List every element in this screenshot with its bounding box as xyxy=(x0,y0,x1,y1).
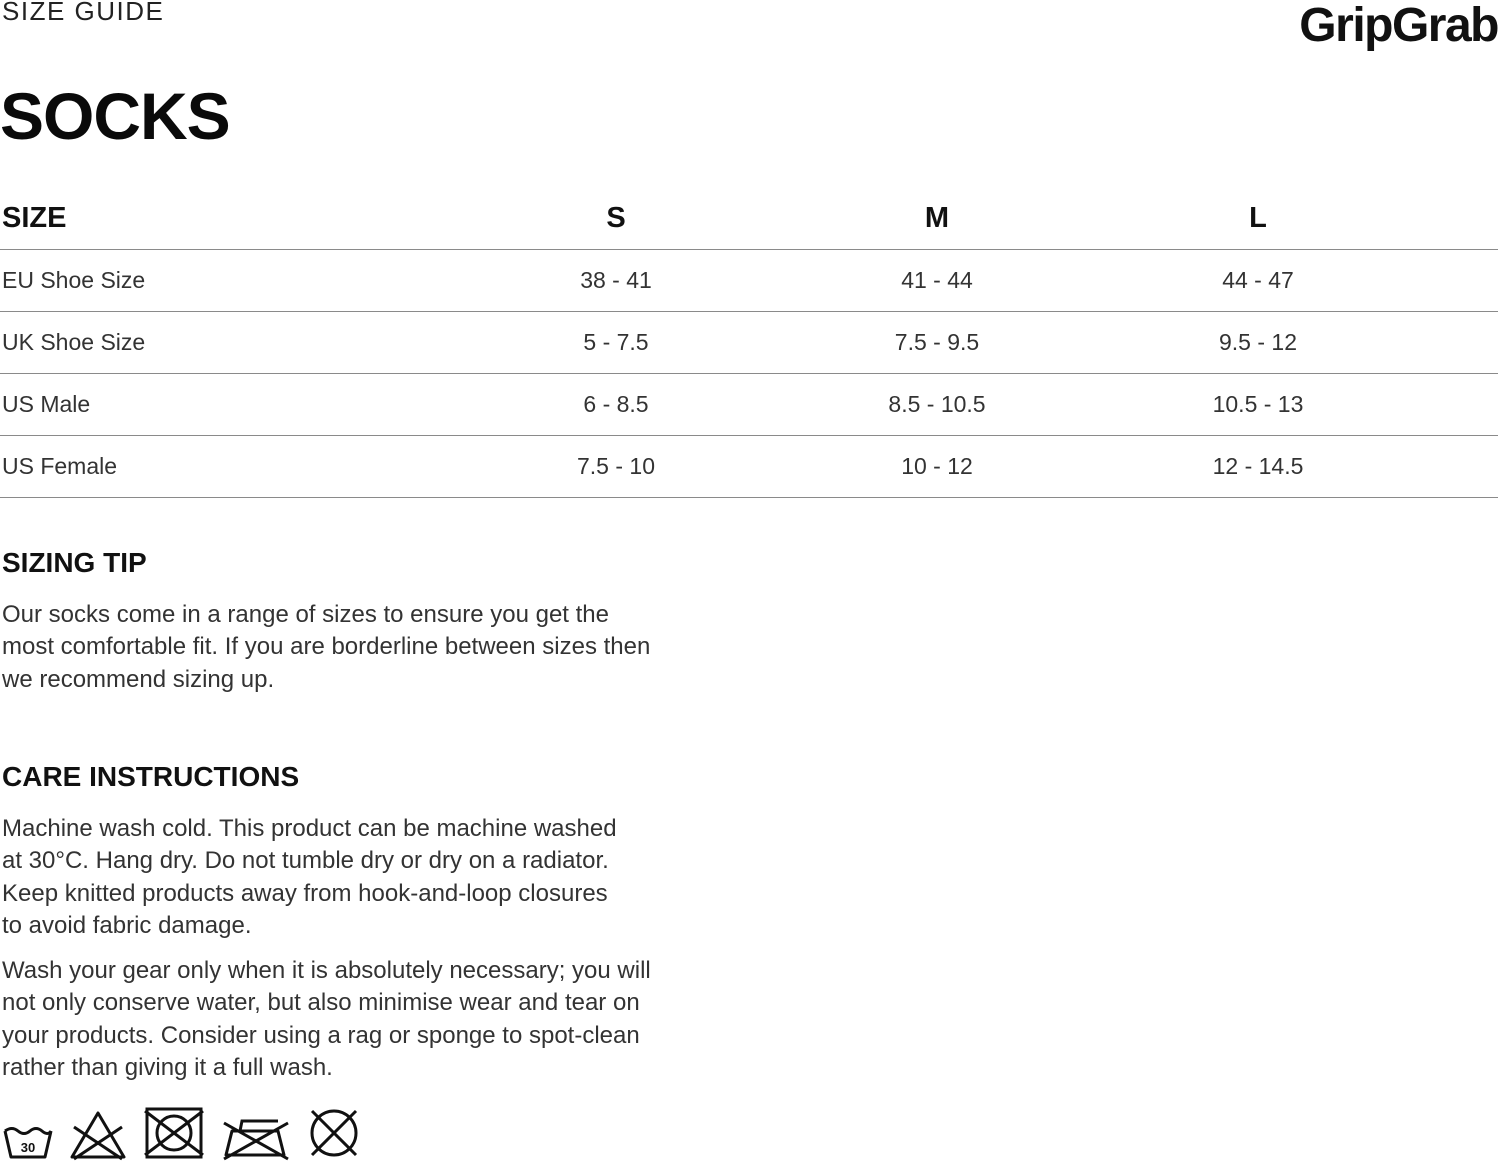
do-not-dry-clean-icon xyxy=(306,1105,362,1161)
table-cell: 7.5 - 10 xyxy=(400,436,832,498)
column-header: M xyxy=(832,188,1042,250)
table-cell: 10.5 - 13 xyxy=(1042,374,1474,436)
table-spacer xyxy=(1474,436,1498,498)
do-not-tumble-dry-icon xyxy=(142,1105,206,1161)
text-line: rather than giving it a full wash. xyxy=(2,1053,333,1081)
care-paragraph-2 xyxy=(2,955,651,1084)
page-title: SOCKS xyxy=(0,79,230,153)
table-cell: 38 - 41 xyxy=(400,250,832,312)
table-header-row xyxy=(0,188,1498,250)
text-line: Our socks come in a range of sizes to ensure you get the xyxy=(2,601,609,628)
wash-temperature-label: 30 xyxy=(20,1140,36,1155)
row-label: US Female xyxy=(0,436,400,498)
table-cell: 44 - 47 xyxy=(1042,250,1474,312)
sizing-tip-text xyxy=(2,599,650,696)
care-symbols xyxy=(2,1105,362,1161)
table-cell: 6 - 8.5 xyxy=(400,374,832,436)
row-label: US Male xyxy=(0,374,400,436)
text-line: your products. Consider using a rag or sponge to spot-clean xyxy=(2,1021,640,1049)
row-label: EU Shoe Size xyxy=(0,250,400,312)
text-line: to avoid fabric damage. xyxy=(2,911,252,939)
text-line: Wash your gear only when it is absolutely necessary; you will xyxy=(2,957,651,984)
table-spacer xyxy=(1474,250,1498,312)
table-spacer xyxy=(1474,188,1498,250)
size-table xyxy=(0,188,1498,498)
text-line: not only conserve water, but also minimise wear and tear on xyxy=(2,989,640,1017)
table-cell: 5 - 7.5 xyxy=(400,312,832,374)
table-spacer xyxy=(1474,374,1498,436)
table-cell: 8.5 - 10.5 xyxy=(832,374,1042,436)
text-line: at 30°C. Hang dry. Do not tumble dry or dry on a radiator. xyxy=(2,847,609,875)
text-line: most comfortable fit. If you are borderline between sizes then xyxy=(2,633,651,661)
sizing-tip-heading: SIZING TIP xyxy=(2,547,147,578)
do-not-iron-icon xyxy=(220,1109,292,1161)
table-row xyxy=(0,374,1498,436)
column-header: SIZE xyxy=(0,188,400,250)
wash-30-icon xyxy=(2,1109,54,1161)
care-instructions-heading: CARE INSTRUCTIONS xyxy=(2,761,300,792)
care-paragraph-1 xyxy=(2,813,617,942)
table-row xyxy=(0,436,1498,498)
do-not-bleach-icon xyxy=(68,1109,128,1161)
text-line: Keep knitted products away from hook-and-loop closures xyxy=(2,879,608,907)
table-cell: 7.5 - 9.5 xyxy=(832,312,1042,374)
text-line: Machine wash cold. This product can be machine washed xyxy=(2,815,617,842)
text-line: we recommend sizing up. xyxy=(2,665,275,693)
table-cell: 12 - 14.5 xyxy=(1042,436,1474,498)
column-header: L xyxy=(1042,188,1474,250)
row-label: UK Shoe Size xyxy=(0,312,400,374)
table-spacer xyxy=(1474,312,1498,374)
table-row xyxy=(0,250,1498,312)
column-header: S xyxy=(400,188,832,250)
brand-logo: GripGrab xyxy=(1299,0,1498,52)
table-cell: 41 - 44 xyxy=(832,250,1042,312)
table-cell: 9.5 - 12 xyxy=(1042,312,1474,374)
table-row xyxy=(0,312,1498,374)
table-cell: 10 - 12 xyxy=(832,436,1042,498)
size-guide-label: SIZE GUIDE xyxy=(2,0,165,26)
